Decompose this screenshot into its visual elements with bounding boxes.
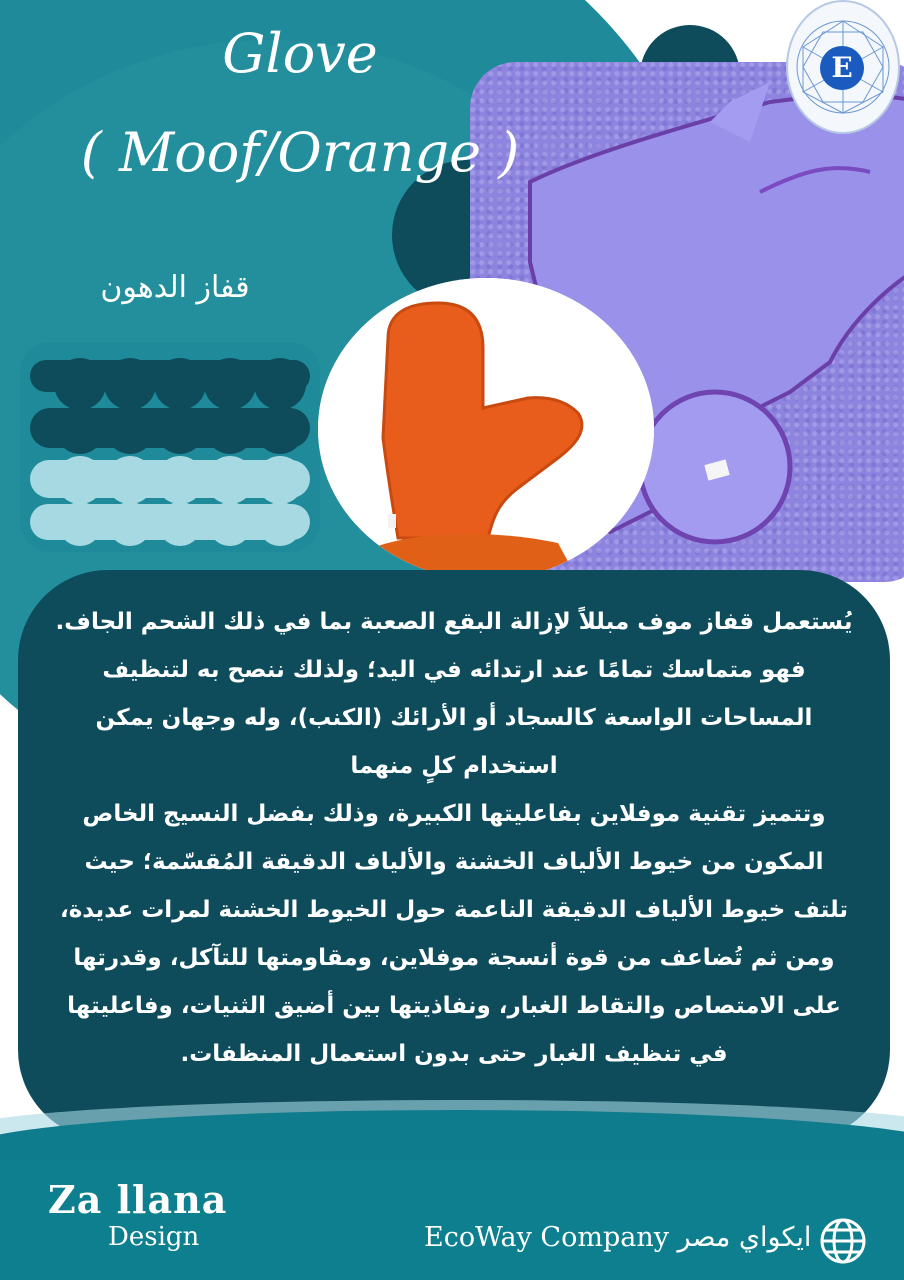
orange-glove-photo bbox=[318, 278, 654, 580]
orange-glove-image bbox=[318, 278, 654, 580]
description-panel bbox=[18, 570, 890, 1140]
brand-name: Za llana bbox=[48, 1177, 228, 1222]
description-paragraph-2: فهو متماسك تمامًا عند ارتدائه في اليد؛ ولذلك ننصح به لتنظيف المساحات الواسعة كالسجاد أو الأرائك (الكنب)، وله وجهان يمكن استخدام كلٍ منهما bbox=[95, 657, 813, 779]
description-text bbox=[54, 598, 854, 1078]
company-logo bbox=[786, 0, 900, 134]
brand-subtitle: Design bbox=[108, 1222, 200, 1252]
product-title bbox=[40, 18, 560, 190]
arabic-subtitle: قفاز الدهون bbox=[100, 270, 250, 305]
title-line-1: Glove bbox=[222, 22, 378, 85]
globe-icon bbox=[818, 1216, 868, 1266]
logo-letter: E bbox=[820, 46, 864, 90]
designer-brand bbox=[48, 1178, 227, 1252]
decorative-half-circle-pattern bbox=[20, 342, 320, 552]
company-name: EcoWay Company ايكواي مصر bbox=[424, 1222, 812, 1253]
description-paragraph-1: يُستعمل قفاز موف مبللاً لإزالة البقع الصعبة بما في ذلك الشحم الجاف. bbox=[55, 609, 853, 635]
title-line-2: ( Moof/Orange ) bbox=[80, 121, 520, 184]
description-paragraph-3: وتتميز تقنية موفلاين بفاعليتها الكبيرة، وذلك بفضل النسيج الخاص المكون من خيوط الألياف الخشنة والألياف الدقيقة المُقسّمة؛ حيث تلتف خيوط الألياف الدقيقة الناعمة حول الخيوط الخشنة لمرات عديدة، ومن ثم تُضاعف من قوة أنسجة موفلاين، ومقاومتها للتآكل، وقدرتها على الامتصاص والتقاط الغبار، ونفاذيتها بين أضيق الثنيات، وفاعليتها في تنظيف الغبار حتى بدون استعمال المنظفات. bbox=[59, 801, 849, 1067]
